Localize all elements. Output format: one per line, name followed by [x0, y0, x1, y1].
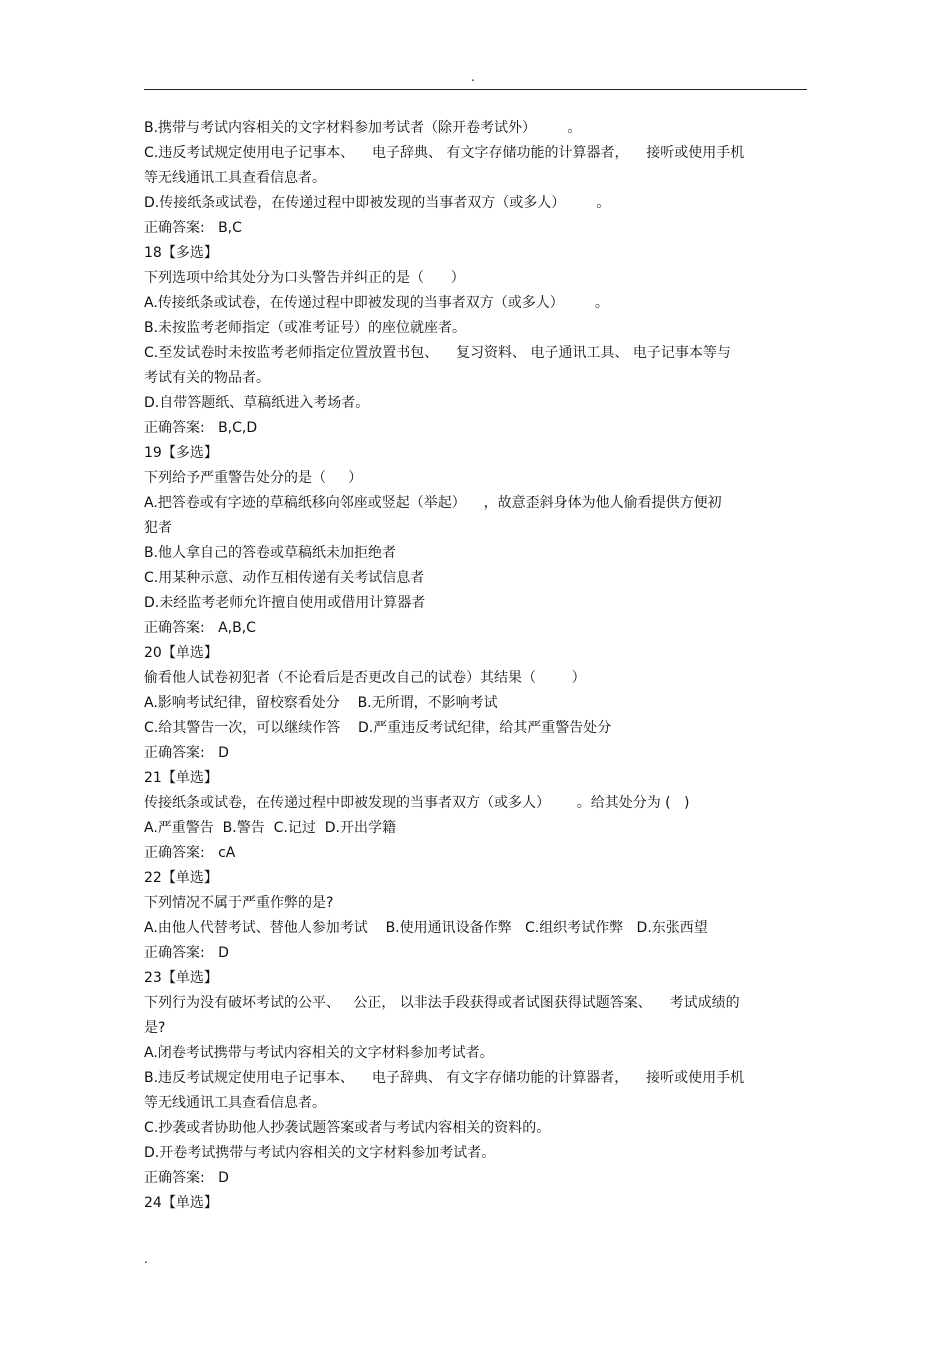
option-line: A.闭卷考试携带与考试内容相关的文字材料参加考试者。 [144, 1045, 494, 1061]
text-line: B.携带与考试内容相关的文字材料参加考试者（除开卷考试外） 。 [144, 120, 582, 136]
header-mark: . [471, 70, 475, 84]
option-line: A.把答卷或有字迹的草稿纸移向邻座或竖起（举起） ，故意歪斜身体为他人偷看提供方便初 [144, 495, 722, 511]
option-line: C.至发试卷时未按监考老师指定位置放置书包、 复习资料、 电子通讯工具、 电子记事本等与 [144, 345, 731, 361]
option-line: D.未经监考老师允许擅自使用或借用计算器者 [144, 595, 426, 611]
option-line: A.严重警告 B.警告 C.记过 D.开出学籍 [144, 820, 396, 836]
question-number: 18【多选】 [144, 245, 218, 261]
option-line: A.传接纸条或试卷，在传递过程中即被发现的当事者双方（或多人） 。 [144, 295, 609, 311]
text-line: C.违反考试规定使用电子记事本、 电子辞典、 有文字存储功能的计算器者， 接听或使用手机 [144, 145, 745, 161]
option-line: C.抄袭或者协助他人抄袭试题答案或者与考试内容相关的资料的。 [144, 1120, 551, 1136]
option-line: A.影响考试纪律，留校察看处分 B.无所谓，不影响考试 [144, 695, 498, 711]
question-number: 23【单选】 [144, 970, 218, 986]
document-body [144, 116, 807, 1216]
answer-line: 正确答案: D [144, 745, 229, 761]
text-line: 等无线通讯工具查看信息者。 [144, 170, 326, 186]
answer-line: 正确答案: D [144, 1170, 229, 1186]
question-number: 22【单选】 [144, 870, 218, 886]
footer-mark: . [144, 1252, 148, 1266]
option-line: 等无线通讯工具查看信息者。 [144, 1095, 326, 1111]
option-line: 犯者 [144, 520, 172, 536]
question-stem: 下列给予严重警告处分的是（ ） [144, 470, 363, 486]
question-stem: 下列选项中给其处分为口头警告并纠正的是（ ） [144, 270, 465, 286]
question-number: 19【多选】 [144, 445, 218, 461]
question-number: 21【单选】 [144, 770, 218, 786]
question-number: 20【单选】 [144, 645, 218, 661]
header-rule [144, 89, 807, 90]
answer-line: 正确答案: A,B,C [144, 620, 256, 636]
option-line: 考试有关的物品者。 [144, 370, 270, 386]
option-line: D.开卷考试携带与考试内容相关的文字材料参加考试者。 [144, 1145, 496, 1161]
answer-line: 正确答案: D [144, 945, 229, 961]
answer-line: 正确答案: B,C [144, 220, 242, 236]
question-stem: 传接纸条或试卷，在传递过程中即被发现的当事者双方（或多人） 。给其处分为 ( ) [144, 795, 690, 811]
option-line: C.用某种示意、动作互相传递有关考试信息者 [144, 570, 425, 586]
option-line: B.未按监考老师指定（或准考证号）的座位就座者。 [144, 320, 467, 336]
option-line: B.违反考试规定使用电子记事本、 电子辞典、 有文字存储功能的计算器者， 接听或使用手机 [144, 1070, 745, 1086]
question-stem: 下列行为没有破坏考试的公平、 公正， 以非法手段获得或者试图获得试题答案、 考试成绩的 [144, 995, 740, 1011]
option-line: B.他人拿自己的答卷或草稿纸未加拒绝者 [144, 545, 397, 561]
answer-line: 正确答案: B,C,D [144, 420, 258, 436]
answer-line: 正确答案: cA [144, 845, 236, 861]
question-stem: 是? [144, 1020, 166, 1036]
option-line: A.由他人代替考试、替他人参加考试 B.使用通讯设备作弊 C.组织考试作弊 D.东张西望 [144, 920, 708, 936]
question-stem: 下列情况不属于严重作弊的是? [144, 895, 334, 911]
option-line: D.自带答题纸、草稿纸进入考场者。 [144, 395, 370, 411]
question-stem: 偷看他人试卷初犯者（不论看后是否更改自己的试卷）其结果（ ） [144, 670, 586, 686]
text-line: D.传接纸条或试卷，在传递过程中即被发现的当事者双方（或多人） 。 [144, 195, 611, 211]
question-number: 24【单选】 [144, 1195, 218, 1211]
option-line: C.给其警告一次，可以继续作答 D.严重违反考试纪律，给其严重警告处分 [144, 720, 612, 736]
